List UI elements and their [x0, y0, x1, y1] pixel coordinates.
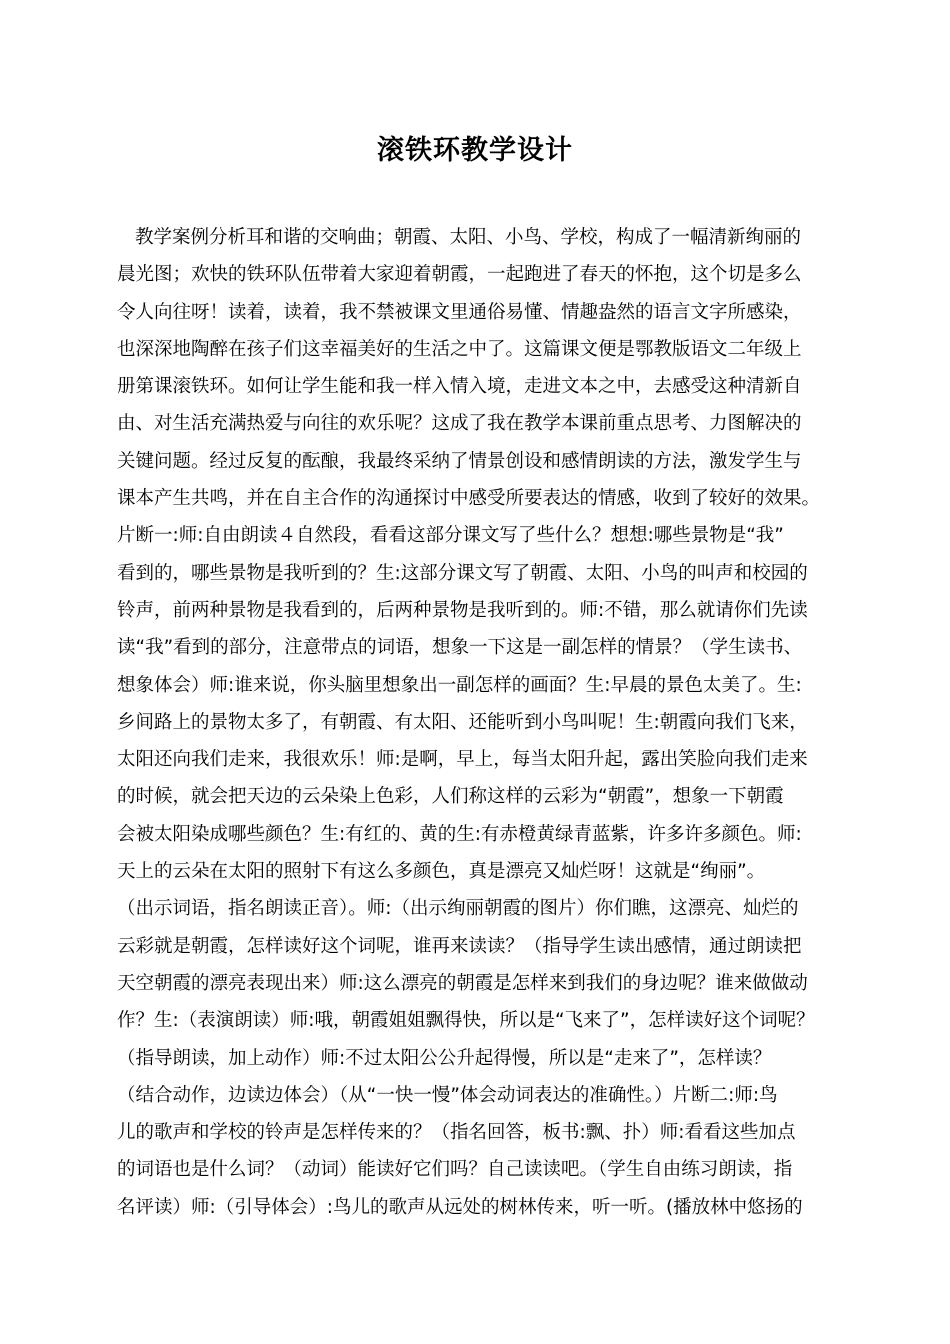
paragraph-line: 课本产生共鸣，并在自主合作的沟通探讨中感受所要表达的情感，收到了较好的效果。	[117, 488, 821, 510]
paragraph-line: 晨光图；欢快的铁环队伍带着大家迎着朝霞，一起跑进了春天的怀抱，这个切是多么	[117, 264, 802, 286]
paragraph-line: 铃声，前两种景物是我看到的，后两种景物是我听到的。师:不错，那么就请你们先读	[117, 599, 808, 621]
paragraph-line: 由、对生活充满热爱与向往的欢乐呢？这成了我在教学本课前重点思考、力图解决的	[117, 413, 802, 435]
paragraph-line: 天上的云朵在太阳的照射下有这么多颜色，真是漂亮又灿烂呀！这就是“绚丽”。	[117, 861, 766, 883]
paragraph-line: （指导朗读，加上动作）师:不过太阳公公升起得慢，所以是“走来了”，怎样读？	[117, 1047, 772, 1069]
paragraph-line: 乡间路上的景物太多了，有朝霞、有太阳、还能听到小鸟叫呢！生:朝霞向我们飞来，	[117, 711, 808, 733]
paragraph-line: 名评读）师:（引导体会）:鸟儿的歌声从远处的树林传来，听一听。(播放林中悠扬的	[117, 1196, 803, 1218]
paragraph-line: 的词语也是什么词？（动词）能读好它们吗？自己读读吧。（学生自由练习朗读，指	[117, 1159, 793, 1181]
paragraph-line: 天空朝霞的漂亮表现出来）师:这么漂亮的朝霞是怎样来到我们的身边呢？谁来做做动	[117, 972, 808, 994]
paragraph-line: 会被太阳染成哪些颜色？生:有红的、黄的生:有赤橙黄绿青蓝紫，许多许多颜色。师:	[117, 823, 802, 845]
paragraph-line: 教学案例分析耳和谐的交响曲；朝霞、太阳、小鸟、学校，构成了一幅清新绚丽的	[135, 227, 802, 248]
paragraph-line: 的时候，就会把天边的云朵染上色彩，人们称这样的云彩为“朝霞”，想象一下朝霞	[117, 786, 784, 808]
paragraph-line: 看到的，哪些景物是我听到的？生:这部分课文写了朝霞、太阳、小鸟的叫声和校园的	[117, 562, 808, 584]
paragraph-line: 太阳还向我们走来，我很欢乐！师:是啊，早上，每当太阳升起，露出笑脸向我们走来	[117, 749, 808, 771]
document-body	[117, 219, 842, 1226]
paragraph-line: （结合动作，边读边体会）（从“一快一慢”体会动词表达的准确性。）片断二:师:鸟	[117, 1084, 778, 1106]
paragraph-line: 也深深地陶醉在孩子们这幸福美好的生活之中了。这篇课文便是鄂教版语文二年级上	[117, 338, 802, 360]
paragraph-line: 想象体会）师:谁来说，你头脑里想象出一副怎样的画面？生:早晨的景色太美了。生:	[117, 674, 802, 696]
paragraph-line: （出示词语，指名朗读正音）。师:（出示绚丽朝霞的图片）你们瞧，这漂亮、灿烂的	[117, 898, 799, 920]
paragraph-line: 册第课滚铁环。如何让学生能和我一样入情入境，走进文本之中，去感受这种清新自	[117, 376, 802, 398]
paragraph-line: 片断一:师:自由朗读４自然段，看看这部分课文写了些什么？想想:哪些景物是“我”	[117, 525, 784, 547]
document-title: 滚铁环教学设计	[377, 135, 573, 166]
paragraph-line: 作？生:（表演朗读）师:哦，朝霞姐姐飘得快，所以是“飞来了”，怎样读好这个词呢？	[117, 1010, 815, 1032]
paragraph-line: 令人向往呀！读着，读着，我不禁被课文里通俗易懂、情趣盎然的语言文字所感染，	[117, 301, 802, 323]
paragraph-line: 儿的歌声和学校的铃声是怎样传来的？（指名回答，板书:飘、扑）师:看看这些加点	[117, 1122, 796, 1144]
paragraph-line: 关键问题。经过反复的酝酿，我最终采纳了情景创设和感情朗读的方法，激发学生与	[117, 450, 802, 472]
paragraph-line: 读“我”看到的部分，注意带点的词语，想象一下这是一副怎样的情景？（学生读书、	[117, 637, 803, 659]
paragraph-line: 云彩就是朝霞，怎样读好这个词呢，谁再来读读？（指导学生读出感情，通过朗读把	[117, 935, 802, 957]
